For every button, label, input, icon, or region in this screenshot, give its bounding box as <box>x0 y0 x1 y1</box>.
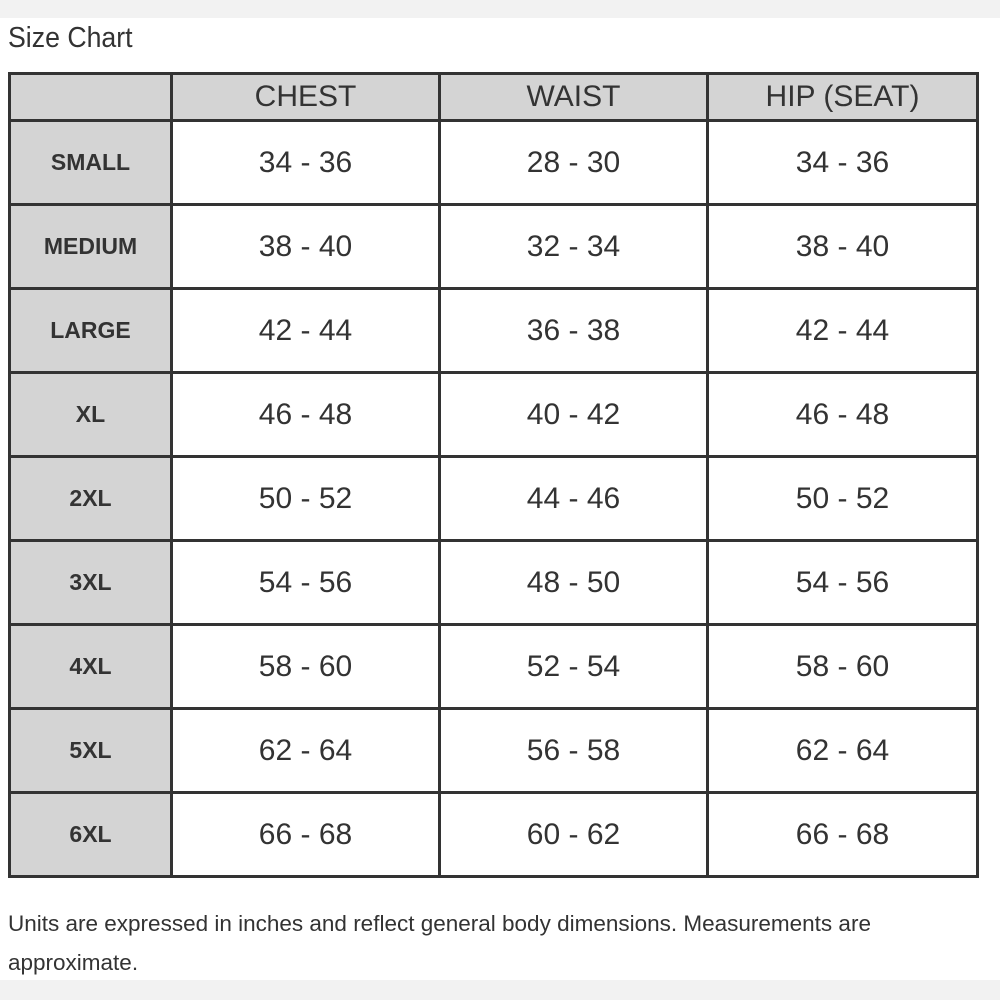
chest-cell: 54 - 56 <box>172 541 440 625</box>
measurement-note: Units are expressed in inches and reflect general body dimensions. Measurements are approximate. <box>8 911 871 975</box>
column-header-hip: HIP (SEAT) <box>708 74 978 121</box>
chest-cell: 50 - 52 <box>172 457 440 541</box>
waist-cell: 28 - 30 <box>440 121 708 205</box>
size-label: MEDIUM <box>10 205 172 289</box>
size-label: 5XL <box>10 709 172 793</box>
table-header-row <box>10 74 978 121</box>
chest-cell: 62 - 64 <box>172 709 440 793</box>
chest-cell: 38 - 40 <box>172 205 440 289</box>
chest-cell: 34 - 36 <box>172 121 440 205</box>
table-corner-cell <box>10 74 172 121</box>
hip-cell: 42 - 44 <box>708 289 978 373</box>
waist-cell: 40 - 42 <box>440 373 708 457</box>
table-row <box>10 793 978 877</box>
size-chart-page <box>0 18 1000 980</box>
table-row <box>10 289 978 373</box>
size-label: LARGE <box>10 289 172 373</box>
size-label: 3XL <box>10 541 172 625</box>
chest-cell: 42 - 44 <box>172 289 440 373</box>
waist-cell: 36 - 38 <box>440 289 708 373</box>
waist-cell: 48 - 50 <box>440 541 708 625</box>
waist-cell: 56 - 58 <box>440 709 708 793</box>
size-label: XL <box>10 373 172 457</box>
size-label: 2XL <box>10 457 172 541</box>
hip-cell: 66 - 68 <box>708 793 978 877</box>
column-header-chest: CHEST <box>172 74 440 121</box>
chest-cell: 46 - 48 <box>172 373 440 457</box>
waist-cell: 32 - 34 <box>440 205 708 289</box>
hip-cell: 54 - 56 <box>708 541 978 625</box>
hip-cell: 34 - 36 <box>708 121 978 205</box>
size-label: 4XL <box>10 625 172 709</box>
size-label: SMALL <box>10 121 172 205</box>
hip-cell: 62 - 64 <box>708 709 978 793</box>
table-row <box>10 373 978 457</box>
table-row <box>10 121 978 205</box>
column-header-waist: WAIST <box>440 74 708 121</box>
table-row <box>10 457 978 541</box>
hip-cell: 46 - 48 <box>708 373 978 457</box>
page-title: Size Chart <box>8 22 133 54</box>
table-body <box>10 121 978 877</box>
waist-cell: 44 - 46 <box>440 457 708 541</box>
table-row <box>10 541 978 625</box>
chest-cell: 66 - 68 <box>172 793 440 877</box>
table-row <box>10 709 978 793</box>
hip-cell: 38 - 40 <box>708 205 978 289</box>
hip-cell: 58 - 60 <box>708 625 978 709</box>
table-row <box>10 205 978 289</box>
size-table <box>8 72 979 878</box>
size-label: 6XL <box>10 793 172 877</box>
waist-cell: 52 - 54 <box>440 625 708 709</box>
hip-cell: 50 - 52 <box>708 457 978 541</box>
table-row <box>10 625 978 709</box>
chest-cell: 58 - 60 <box>172 625 440 709</box>
waist-cell: 60 - 62 <box>440 793 708 877</box>
